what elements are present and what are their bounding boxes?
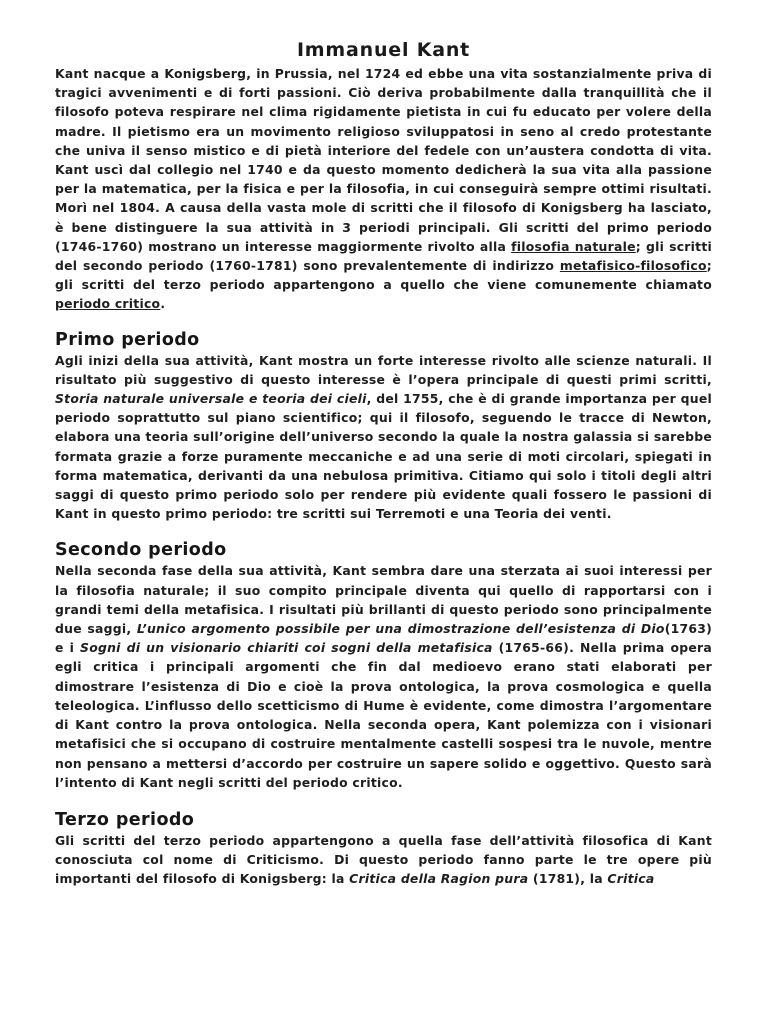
secondo-periodo-paragraph — [55, 561, 712, 791]
work-title-storia-naturale: Storia naturale universale e teoria dei cieli — [55, 391, 367, 407]
link-metafisico-filosofico[interactable]: metafisico-filosofico — [559, 258, 707, 274]
primo-periodo-paragraph — [55, 351, 712, 524]
terzo-text-1: Gli scritti del terzo periodo appartengono a quella fase dell’attività filosofica di Kant conosciuta col nome di Criticismo. Di questo periodo fanno parte le tre opere più importanti del filosofo di Konigsberg: la — [55, 832, 712, 887]
terzo-text-2: (1781), la — [528, 871, 608, 887]
work-title-sogni-visionario: Sogni di un visionario chiariti coi sogni della metafisica — [80, 640, 493, 656]
document-page — [55, 38, 712, 889]
intro-paragraph — [55, 64, 712, 314]
section-heading-secondo-periodo: Secondo periodo — [55, 540, 227, 561]
link-filosofia-naturale[interactable]: filosofia naturale — [511, 238, 636, 254]
work-title-critica-ragion-pura: Critica della Ragion pura — [349, 871, 529, 887]
primo-text-1: Agli inizi della sua attività, Kant mostra un forte interesse rivolto alle scienze naturali. Il risultato più suggestivo di questo interesse è l’opera principale di questi primi scritti, — [55, 352, 712, 387]
intro-text-1: Kant nacque a Konigsberg, in Prussia, nel 1724 ed ebbe una vita sostanzialmente priva di tragici avvenimenti e di forti passioni. Ciò deriva probabilmente dalla tranquillità che il filosofo poteva respirare nel clima rigidamente pietista in cui fu educato per volere della madre. Il pietismo era un movimento religioso sviluppatosi in seno al credo protestante che univa il senso mistico e di pietà interiore del fedele con un’austera condotta di vita. Kant uscì dal collegio nel 1740 e da questo momento dedicherà la sua vita alla passione per la matematica, per la fisica e per la filosofia, in cui conseguirà sempre ottimi risultati. Morì nel 1804. A causa della vasta mole di scritti che il filosofo di Konigsberg ha lasciato, è bene distinguere la sua attività in 3 periodi principali. Gli scritti del primo periodo (1746-1760) mostrano un interesse maggiormente rivolto alla — [55, 66, 712, 254]
intro-text-2: ; gli scritti del secondo periodo (1760-1781) sono prevalentemente di indirizzo — [55, 238, 712, 274]
secondo-text-2: (1763) e i — [55, 621, 713, 656]
primo-text-2: , del 1755, che è di grande importanza per quel periodo soprattutto sul piano scientifico; qui il filosofo, seguendo le tracce di Newton, elabora una teoria sull’origine dell’universo secondo la quale la nostra galassia si sarebbe formata grazie a forze puramente meccaniche e ad una serie di moti circolari, spiegati in forma matematica, derivanti da una nebulosa primitiva. Citiamo qui solo i titoli degli altri saggi di questo primo periodo solo per rendere più evidente quali fossero le passioni di Kant in questo primo periodo: tre scritti sui Terremoti e una Teoria dei venti. — [55, 391, 712, 522]
link-periodo-critico[interactable]: periodo critico — [55, 296, 161, 312]
section-heading-terzo-periodo: Terzo periodo — [55, 809, 195, 830]
secondo-text-3: (1765-66). Nella prima opera egli critica i principali argomenti che fin dal medioevo erano stati elaborati per dimostrare l’esistenza di Dio e cioè la prova ontologica, la prova cosmologica e quella teleologica. L’influsso dello scetticismo di Hume è evidente, come dimostra l’argomentare di Kant contro la prova ontologica. Nella seconda opera, Kant polemizza con i visionari metafisici che si occupano di costruire mentalmente castelli sospesi tra le nuvole, mentre non pensano a mettersi d’accordo per costruire un sapere solido e oggettivo. Questo sarà l’intento di Kant negli scritti del periodo critico. — [55, 640, 712, 790]
work-title-critica: Critica — [607, 871, 655, 887]
intro-text-3: ; gli scritti del terzo periodo appartengono a quello che viene comunemente chiamato — [55, 258, 712, 293]
section-heading-primo-periodo: Primo periodo — [55, 329, 200, 350]
secondo-text-1: Nella seconda fase della sua attività, Kant sembra dare una sterzata ai suoi interessi per la filosofia naturale; il suo compito principale diventa qui quello di rapportarsi con i grandi temi della metafisica. I risultati più brillanti di questo periodo sono principalmente due saggi, — [55, 563, 712, 637]
work-title-unico-argomento: L’unico argomento possibile per una dimostrazione dell’esistenza di Dio — [136, 621, 665, 637]
page-title: Immanuel Kant — [296, 39, 471, 61]
terzo-periodo-paragraph — [55, 831, 712, 889]
intro-text-4: . — [160, 296, 166, 312]
